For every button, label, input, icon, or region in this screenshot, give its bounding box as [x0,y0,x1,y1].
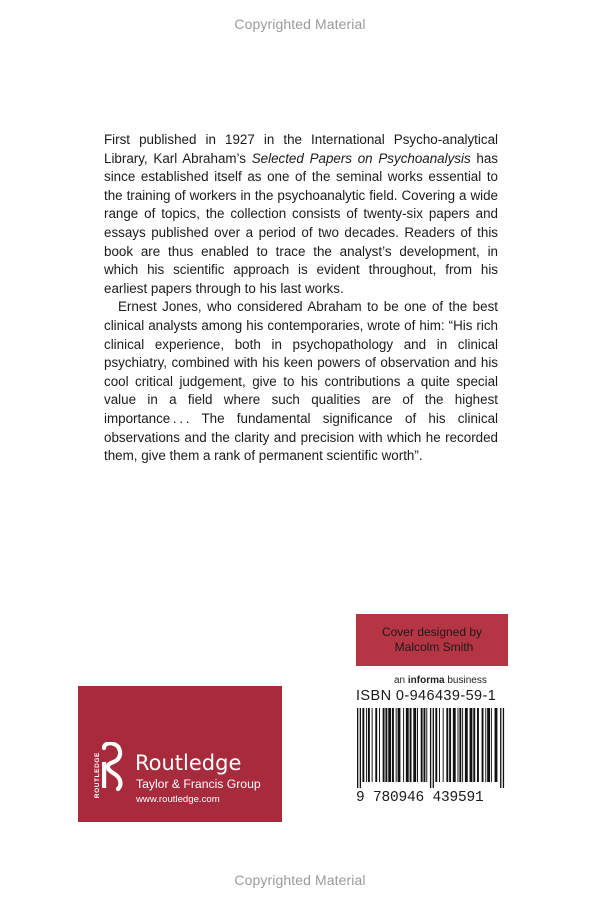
barcode-bar [446,708,448,782]
cover-credit-line-1: Cover designed by [381,625,483,639]
barcode-bar [462,708,463,782]
barcode-bar [435,708,437,782]
watermark-bottom: Copyrighted Material [234,872,366,888]
barcode-bar [379,708,380,782]
publisher-group: Taylor & Francis Group [136,777,261,791]
blurb-p1-intro: First published in 1927 in the International Psycho-analytical Library, Karl Abraham’s [104,132,498,166]
barcode-bar [417,708,418,782]
informa-brand: informa [407,675,445,686]
barcode-bar [453,708,456,782]
informa-suffix: business [444,675,487,686]
book-title: Selected Papers on Psychoanalysis [251,150,471,166]
barcode-bar [491,708,492,782]
isbn-label: ISBN 0-946439-59-1 [356,688,497,704]
back-cover-blurb [104,131,498,466]
barcode-bar [372,708,373,782]
barcode-icon [356,708,505,788]
barcode-bar [426,708,427,782]
cover-credit-box [356,614,508,666]
barcode-bar [433,708,434,788]
barcode-bar [383,708,385,782]
barcode-bar [421,708,423,782]
barcode-bar [360,708,361,788]
barcode-bar [392,708,394,782]
barcode-bar [410,708,412,782]
barcode-bar [385,708,387,782]
barcode-bar [485,708,486,782]
barcode-bar [443,708,444,782]
watermark-top: Copyrighted Material [234,16,366,32]
cover-credit-line-2: Malcolm Smith [394,640,474,654]
barcode-bar [406,708,409,782]
barcode-bar [458,708,459,782]
barcode-bar [487,708,490,782]
routledge-logo-icon [96,742,126,792]
barcode-bar [388,708,391,782]
barcode-bar [439,708,440,782]
barcode-bar [495,708,498,782]
publisher-url: www.routledge.com [136,794,220,805]
informa-business-tag [394,675,487,686]
barcode-digits: 9 780946 439591 [356,790,484,806]
barcode-bar [459,708,461,782]
barcode-bar [366,708,367,782]
barcode-bar [413,708,416,782]
barcode-bar [477,708,479,782]
barcode-bar [449,708,451,782]
blurb-paragraph-2: Ernest Jones, who considered Abraham to be one of the best clinical analysts among his contemporaries, wrote of him: “His rich clinical experience, both in psychopathology and in clinical psychiatry, combined with his keen powers of observation and his cool critical judgement, give to his contributions a quite special value in a field where such qualities are of the highest importance . . . The fundamental significance of his clinical observations and the clarity and precision with which he recorded them, give them a rank of permanent scientific worth”. [104,299,498,464]
barcode-bar [424,708,426,782]
barcode-bar [473,708,475,782]
barcode-bar [396,708,397,782]
publisher-vertical-mark: ROUTLEDGE [94,752,101,799]
blurb-paragraph-1 [104,131,498,298]
barcode-bar [357,708,358,788]
barcode-bar [470,708,473,782]
blurb-p1-rest: has since established itself as one of the seminal works essential to the training of workers in the psychoanalytic field. Covering a wide range of topics, the collection consists of twenty-six papers and essays published over a period of two decades. Readers of this book are thus enabled to trace the analyst’s development, in which his scientific approach is evident throughout, from his earliest papers through to his last works. [104,150,499,296]
barcode-bar [465,708,468,782]
barcode-bar [430,708,431,788]
barcode-bar [403,708,404,782]
barcode-bar [375,708,377,782]
barcode-bar [503,708,504,788]
barcode-bar [398,708,401,782]
barcode-bar [482,708,484,782]
barcode-bar [500,708,501,788]
publisher-name: Routledge [135,751,242,775]
informa-prefix: an [394,675,408,686]
publisher-panel [78,686,282,822]
barcode-bar [368,708,370,782]
barcode-bar [362,708,364,782]
